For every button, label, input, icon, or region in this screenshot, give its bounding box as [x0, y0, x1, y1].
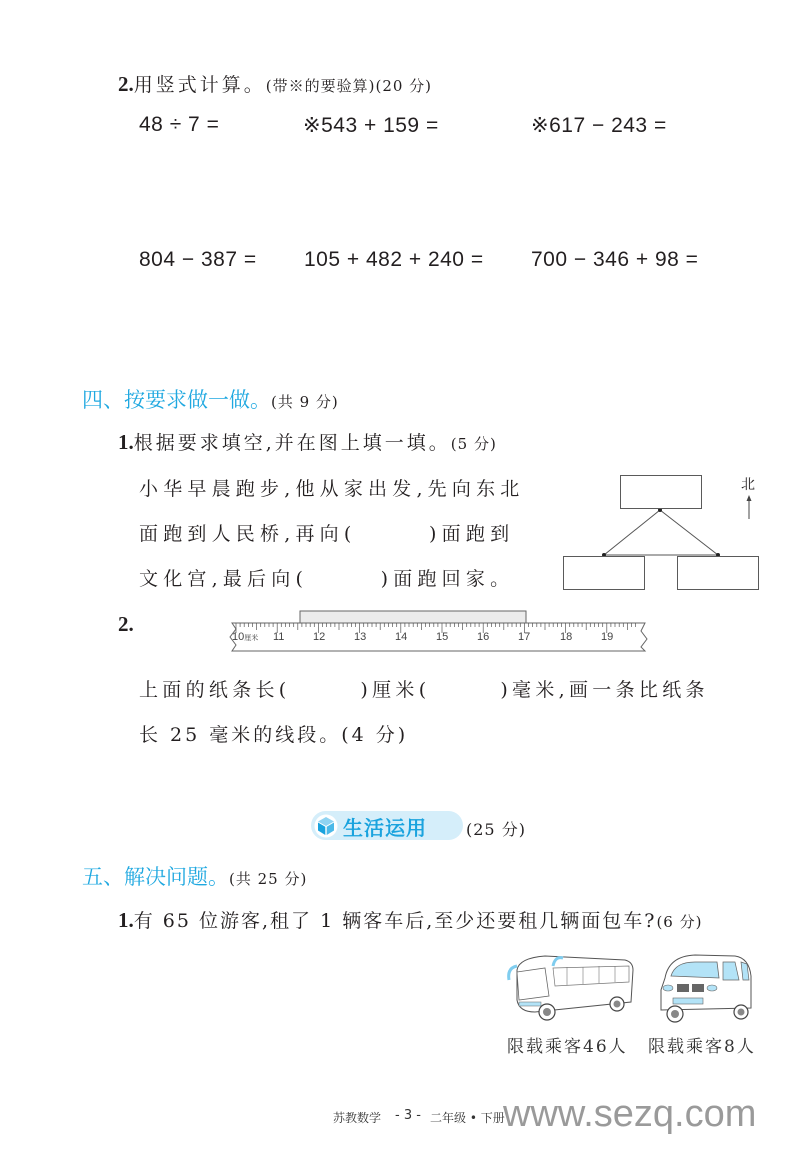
- section-points: (共 9 分): [271, 393, 339, 411]
- section-five-heading: [82, 861, 307, 891]
- ruler-label: 19: [601, 631, 614, 643]
- place-box-culture-palace[interactable]: [677, 556, 759, 590]
- calc-item: ※543 + 159 =: [303, 114, 439, 137]
- cube-icon: [314, 814, 338, 838]
- question-number: 2.: [118, 612, 134, 636]
- section-points: (共 25 分): [229, 870, 308, 888]
- ruler-label: 11: [273, 631, 285, 643]
- van-icon: [655, 950, 755, 1025]
- badge-points: (25 分): [466, 820, 526, 839]
- question-text-line: 上面的纸条长( )厘米( )毫米,画一条比纸条: [139, 679, 709, 701]
- calc-item: 700 − 346 + 98 =: [531, 248, 699, 271]
- north-label: 北: [741, 477, 755, 493]
- ruler-label: 17: [518, 631, 531, 643]
- question-points: (5 分): [450, 435, 497, 453]
- question-number: 1.: [118, 430, 134, 454]
- ruler-label: 16: [477, 631, 490, 643]
- ruler-label: 15: [436, 631, 449, 643]
- footer-book-title: 苏教数学: [333, 1111, 382, 1125]
- direction-question-header: [118, 428, 497, 455]
- ruler-label: 18: [560, 631, 573, 643]
- north-arrow-icon: [744, 495, 754, 520]
- section-title: 四、按要求做一做。: [82, 388, 271, 412]
- section-title: 五、解决问题。: [82, 865, 229, 889]
- calc-item: 48 ÷ 7 =: [139, 113, 220, 136]
- question-number: 2.: [118, 72, 134, 96]
- ruler-label: 13: [354, 631, 367, 643]
- watermark: www.sezq.com: [503, 1093, 757, 1135]
- ruler-label-10: 10厘米: [232, 631, 259, 643]
- place-box-people-bridge[interactable]: [620, 475, 702, 509]
- calc-item: 105 + 482 + 240 =: [304, 248, 484, 271]
- question-title: 用竖式计算。: [133, 74, 266, 96]
- place-box-home[interactable]: [563, 556, 645, 590]
- calc-item: 804 − 387 =: [139, 248, 257, 271]
- question-text-line: 面跑到人民桥,再向( )面跑到: [139, 523, 515, 545]
- question-number: 1.: [118, 908, 134, 932]
- ruler-label: 12: [313, 631, 326, 643]
- bus-caption: 限载乘客46人: [507, 1037, 628, 1057]
- question-text-line: 文化宫,最后向( )面跑回家。: [139, 568, 515, 590]
- van-caption: 限载乘客8人: [648, 1037, 756, 1057]
- ruler-label: 14: [395, 631, 408, 643]
- question-text-line: 小华早晨跑步,他从家出发,先向东北: [139, 478, 525, 500]
- question-note: (带※的要验算)(20 分): [265, 77, 433, 95]
- question-text-line: 长 25 毫米的线段。(4 分): [139, 724, 409, 746]
- calc-item: ※617 − 243 =: [531, 114, 667, 137]
- question-points: (6 分): [656, 913, 703, 931]
- word-problem: [118, 906, 702, 933]
- bus-icon: [505, 950, 635, 1025]
- ruler: [220, 605, 660, 655]
- badge-label: 生活运用: [343, 816, 427, 840]
- section-four-heading: [82, 384, 339, 414]
- footer-page-number: - 3 -: [395, 1108, 421, 1123]
- question-text: 有 65 位游客,租了 1 辆客车后,至少还要租几辆面包车?: [133, 910, 657, 932]
- question-title: 根据要求填空,并在图上填一填。: [133, 432, 451, 454]
- footer-grade: 二年级 • 下册: [430, 1111, 505, 1125]
- calc-question-header: [118, 70, 432, 97]
